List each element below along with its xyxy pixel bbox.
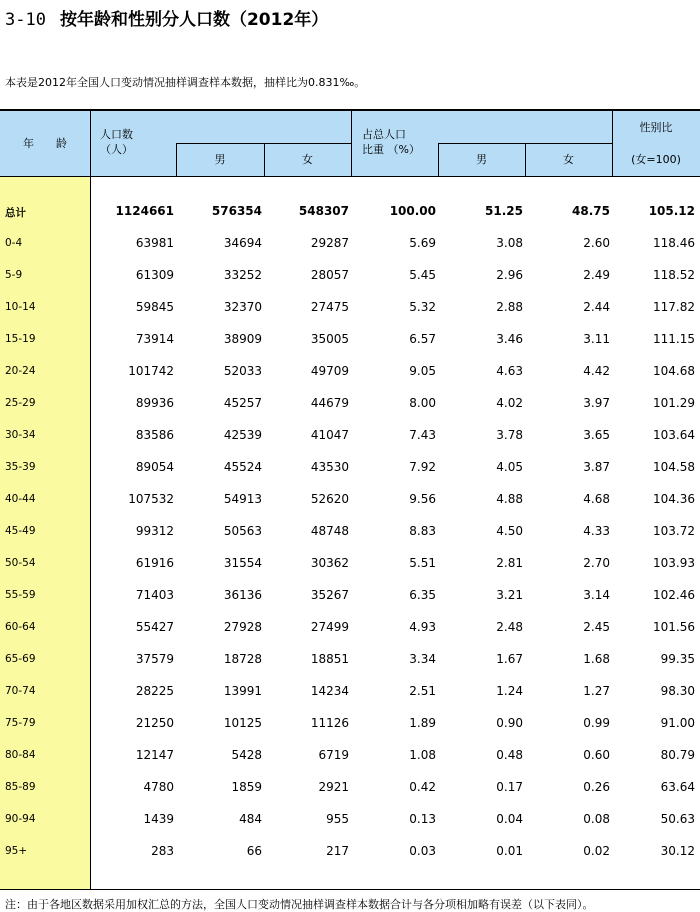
- cell-female: 14234: [310, 684, 349, 698]
- cell-female: 217: [326, 844, 349, 858]
- cell-pct: 2.51: [409, 684, 436, 698]
- cell-female: 18851: [310, 652, 349, 666]
- row-age-label: 45-49: [5, 525, 36, 537]
- cell-pct-f: 2.70: [583, 556, 610, 570]
- cell-pct-m: 4.02: [496, 396, 523, 410]
- cell-pct-f: 3.87: [583, 460, 610, 474]
- cell-pct: 7.92: [409, 460, 436, 474]
- cell-ratio: 101.56: [653, 620, 695, 634]
- cell-ratio: 80.79: [660, 748, 695, 762]
- cell-pct: 5.51: [409, 556, 436, 570]
- cell-male: 45257: [223, 396, 262, 410]
- cell-total: 59845: [135, 300, 174, 314]
- cell-ratio: 103.72: [653, 524, 695, 538]
- cell-male: 32370: [223, 300, 262, 314]
- cell-total: 101742: [128, 364, 174, 378]
- cell-ratio: 102.46: [653, 588, 695, 602]
- table-row: [0, 768, 700, 800]
- cell-pct: 5.32: [409, 300, 436, 314]
- table-row: [0, 512, 700, 544]
- row-age-label: 70-74: [5, 685, 36, 697]
- cell-total: 83586: [135, 428, 174, 442]
- table-row: [0, 800, 700, 832]
- cell-pct-f: 3.11: [583, 332, 610, 346]
- cell-pct-m: 4.88: [496, 492, 523, 506]
- cell-male: 27928: [223, 620, 262, 634]
- row-age-label: 85-89: [5, 781, 36, 793]
- row-age-label: 总计: [5, 207, 26, 219]
- cell-ratio: 63.64: [660, 780, 695, 794]
- table-title-text: 按年龄和性别分人口数（2012年）: [59, 10, 329, 30]
- header-sex-ratio-unit: (女=100): [631, 153, 681, 166]
- row-age-label: 80-84: [5, 749, 36, 761]
- cell-female: 548307: [298, 204, 349, 218]
- cell-female: 35005: [310, 332, 349, 346]
- table-row: [0, 224, 700, 256]
- cell-ratio: 117.82: [653, 300, 695, 314]
- row-age-label: 10-14: [5, 301, 36, 313]
- row-age-label: 15-19: [5, 333, 36, 345]
- cell-male: 5428: [231, 748, 262, 762]
- row-age-label: 65-69: [5, 653, 36, 665]
- cell-pct: 6.57: [409, 332, 436, 346]
- cell-pct: 0.13: [409, 812, 436, 826]
- cell-pct-f: 0.08: [583, 812, 610, 826]
- cell-pct-m: 0.17: [496, 780, 523, 794]
- row-age-label: 75-79: [5, 717, 36, 729]
- cell-male: 45524: [223, 460, 262, 474]
- cell-pct-f: 0.99: [583, 716, 610, 730]
- table-row: [0, 256, 700, 288]
- cell-pct-m: 0.48: [496, 748, 523, 762]
- cell-pct-m: 2.88: [496, 300, 523, 314]
- row-age-label: 55-59: [5, 589, 36, 601]
- cell-total: 71403: [135, 588, 174, 602]
- cell-female: 2921: [318, 780, 349, 794]
- table-row: [0, 640, 700, 672]
- cell-pct: 5.69: [409, 236, 436, 250]
- header-population-unit: （人）: [100, 143, 133, 156]
- cell-total: 1439: [143, 812, 174, 826]
- cell-pct-m: 51.25: [485, 204, 523, 218]
- cell-female: 30362: [310, 556, 349, 570]
- cell-total: 12147: [135, 748, 174, 762]
- cell-ratio: 91.00: [660, 716, 695, 730]
- cell-pct-f: 0.60: [583, 748, 610, 762]
- cell-ratio: 103.64: [653, 428, 695, 442]
- row-age-label: 95+: [5, 845, 28, 857]
- cell-ratio: 103.93: [653, 556, 695, 570]
- header-share-unit: 比重 （%）: [362, 143, 420, 156]
- table-row: [0, 352, 700, 384]
- cell-pct-f: 4.33: [583, 524, 610, 538]
- cell-total: 283: [151, 844, 174, 858]
- cell-male: 36136: [223, 588, 262, 602]
- table-row: [0, 544, 700, 576]
- header-population-label: 人口数: [100, 128, 133, 141]
- header-sex-ratio: 性别比: [639, 121, 673, 134]
- table-bottom-rule: [0, 889, 700, 890]
- cell-male: 576354: [211, 204, 262, 218]
- cell-ratio: 104.58: [653, 460, 695, 474]
- cell-female: 27475: [310, 300, 349, 314]
- table-row: [0, 672, 700, 704]
- cell-male: 1859: [231, 780, 262, 794]
- cell-female: 35267: [310, 588, 349, 602]
- header-col-border: [351, 111, 352, 176]
- table-row: [0, 480, 700, 512]
- cell-total: 89936: [135, 396, 174, 410]
- cell-pct: 5.45: [409, 268, 436, 282]
- row-age-label: 90-94: [5, 813, 36, 825]
- table-row: [0, 608, 700, 640]
- table-row: [0, 736, 700, 768]
- cell-male: 34694: [223, 236, 262, 250]
- cell-male: 33252: [223, 268, 262, 282]
- table-row: [0, 832, 700, 864]
- cell-ratio: 111.15: [653, 332, 695, 346]
- cell-total: 61916: [135, 556, 174, 570]
- cell-pct: 6.35: [409, 588, 436, 602]
- cell-ratio: 99.35: [660, 652, 695, 666]
- cell-pct-f: 1.68: [583, 652, 610, 666]
- table-row: [0, 416, 700, 448]
- cell-pct: 9.05: [409, 364, 436, 378]
- cell-female: 44679: [310, 396, 349, 410]
- cell-pct-f: 2.49: [583, 268, 610, 282]
- cell-female: 49709: [310, 364, 349, 378]
- table-row: [0, 192, 700, 224]
- cell-pct: 100.00: [389, 204, 436, 218]
- cell-male: 13991: [223, 684, 262, 698]
- cell-total: 63981: [135, 236, 174, 250]
- table-row: [0, 576, 700, 608]
- cell-male: 10125: [223, 716, 262, 730]
- cell-total: 61309: [135, 268, 174, 282]
- cell-pct: 1.89: [409, 716, 436, 730]
- cell-pct-f: 0.02: [583, 844, 610, 858]
- cell-female: 29287: [310, 236, 349, 250]
- cell-pct-m: 0.90: [496, 716, 523, 730]
- cell-pct: 7.43: [409, 428, 436, 442]
- cell-male: 50563: [223, 524, 262, 538]
- cell-pct-m: 3.46: [496, 332, 523, 346]
- cell-pct: 1.08: [409, 748, 436, 762]
- cell-pct-f: 0.26: [583, 780, 610, 794]
- table-row: [0, 448, 700, 480]
- cell-pct-m: 3.21: [496, 588, 523, 602]
- cell-pct: 8.83: [409, 524, 436, 538]
- cell-total: 4780: [143, 780, 174, 794]
- header-female: 女: [302, 153, 313, 166]
- row-age-label: 60-64: [5, 621, 36, 633]
- row-age-label: 0-4: [5, 237, 23, 249]
- cell-pct-m: 2.81: [496, 556, 523, 570]
- cell-female: 27499: [310, 620, 349, 634]
- cell-pct-f: 48.75: [572, 204, 610, 218]
- row-age-label: 30-34: [5, 429, 36, 441]
- cell-pct-m: 2.96: [496, 268, 523, 282]
- cell-female: 28057: [310, 268, 349, 282]
- table-number: 3-10: [5, 10, 46, 30]
- cell-male: 31554: [223, 556, 262, 570]
- cell-ratio: 50.63: [660, 812, 695, 826]
- cell-female: 955: [326, 812, 349, 826]
- cell-pct-f: 2.44: [583, 300, 610, 314]
- header-age: 年 龄: [23, 137, 67, 150]
- cell-pct-m: 4.63: [496, 364, 523, 378]
- cell-pct-f: 2.60: [583, 236, 610, 250]
- cell-pct: 9.56: [409, 492, 436, 506]
- cell-ratio: 104.36: [653, 492, 695, 506]
- cell-total: 107532: [128, 492, 174, 506]
- header-share-male: 男: [476, 153, 487, 166]
- cell-total: 89054: [135, 460, 174, 474]
- cell-male: 38909: [223, 332, 262, 346]
- cell-male: 484: [239, 812, 262, 826]
- cell-pct: 4.93: [409, 620, 436, 634]
- header-share-female: 女: [563, 153, 574, 166]
- cell-pct: 0.42: [409, 780, 436, 794]
- table-row: [0, 704, 700, 736]
- cell-male: 54913: [223, 492, 262, 506]
- cell-pct: 0.03: [409, 844, 436, 858]
- cell-total: 21250: [135, 716, 174, 730]
- cell-pct: 3.34: [409, 652, 436, 666]
- cell-pct-m: 0.01: [496, 844, 523, 858]
- row-age-label: 20-24: [5, 365, 36, 377]
- cell-ratio: 101.29: [653, 396, 695, 410]
- cell-ratio: 98.30: [660, 684, 695, 698]
- cell-male: 66: [246, 844, 262, 858]
- table-row: [0, 288, 700, 320]
- cell-pct-m: 4.50: [496, 524, 523, 538]
- cell-total: 28225: [135, 684, 174, 698]
- cell-male: 18728: [223, 652, 262, 666]
- header-share: [362, 127, 438, 157]
- cell-pct-m: 0.04: [496, 812, 523, 826]
- header-share-label: 占总人口: [362, 128, 406, 141]
- table-footnote: 注：由于各地区数据采用加权汇总的方法，全国人口变动情况抽样调查样本数据合计与各分项相加略有误差（以下表同）。: [5, 898, 594, 911]
- cell-pct-m: 2.48: [496, 620, 523, 634]
- cell-total: 1124661: [115, 204, 174, 218]
- cell-total: 73914: [135, 332, 174, 346]
- row-age-label: 5-9: [5, 269, 23, 281]
- cell-ratio: 30.12: [660, 844, 695, 858]
- cell-total: 99312: [135, 524, 174, 538]
- cell-female: 48748: [310, 524, 349, 538]
- cell-pct-m: 1.24: [496, 684, 523, 698]
- cell-female: 6719: [318, 748, 349, 762]
- table-description: 本表是2012年全国人口变动情况抽样调查样本数据，抽样比为0.831‰。: [5, 76, 366, 89]
- row-age-label: 25-29: [5, 397, 36, 409]
- cell-ratio: 118.52: [653, 268, 695, 282]
- cell-total: 55427: [135, 620, 174, 634]
- header-col-border: [90, 111, 91, 176]
- cell-female: 11126: [310, 716, 349, 730]
- cell-pct: 8.00: [409, 396, 436, 410]
- row-age-label: 35-39: [5, 461, 36, 473]
- table-row: [0, 320, 700, 352]
- cell-pct-f: 3.97: [583, 396, 610, 410]
- header-population: [100, 127, 160, 157]
- cell-female: 43530: [310, 460, 349, 474]
- cell-pct-f: 4.42: [583, 364, 610, 378]
- cell-female: 41047: [310, 428, 349, 442]
- header-bottom-rule: [0, 176, 700, 177]
- cell-pct-m: 3.08: [496, 236, 523, 250]
- table-title: [5, 5, 328, 30]
- cell-pct-f: 1.27: [583, 684, 610, 698]
- cell-pct-m: 3.78: [496, 428, 523, 442]
- cell-female: 52620: [310, 492, 349, 506]
- cell-pct-f: 2.45: [583, 620, 610, 634]
- cell-ratio: 104.68: [653, 364, 695, 378]
- cell-ratio: 118.46: [653, 236, 695, 250]
- row-age-label: 40-44: [5, 493, 36, 505]
- cell-pct-f: 3.14: [583, 588, 610, 602]
- table-row: [0, 384, 700, 416]
- cell-male: 52033: [223, 364, 262, 378]
- cell-male: 42539: [223, 428, 262, 442]
- row-age-label: 50-54: [5, 557, 36, 569]
- cell-pct-f: 3.65: [583, 428, 610, 442]
- cell-pct-m: 4.05: [496, 460, 523, 474]
- cell-total: 37579: [135, 652, 174, 666]
- cell-pct-f: 4.68: [583, 492, 610, 506]
- cell-ratio: 105.12: [648, 204, 695, 218]
- cell-pct-m: 1.67: [496, 652, 523, 666]
- header-male: 男: [214, 153, 226, 166]
